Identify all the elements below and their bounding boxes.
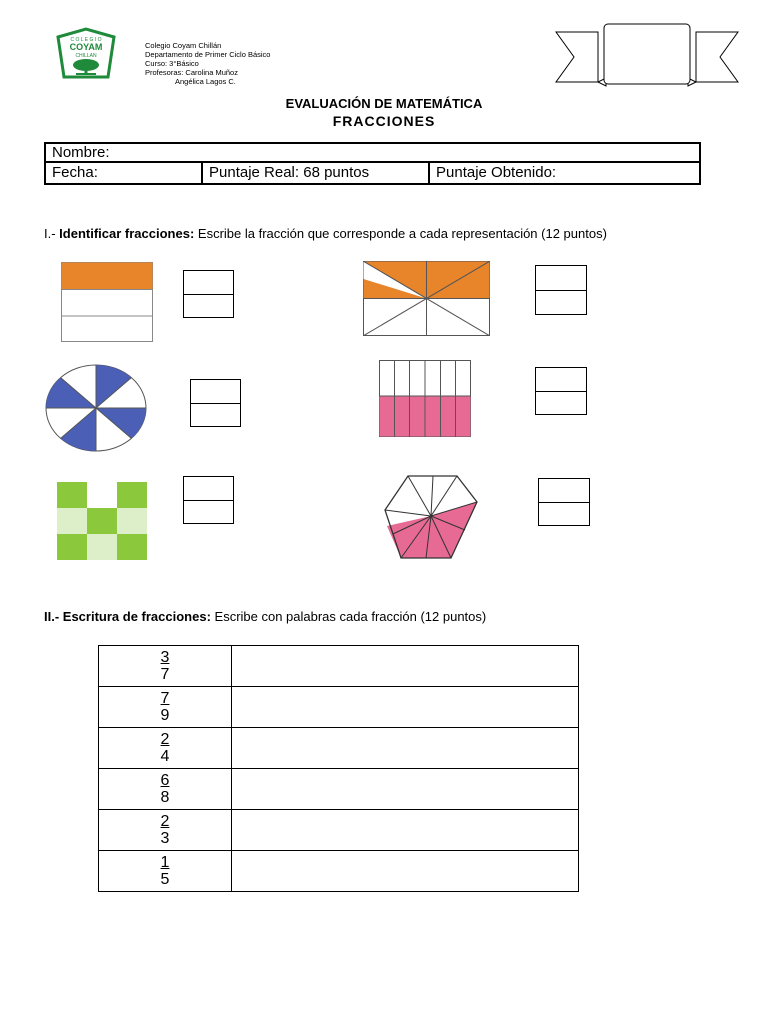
section-1-prefix: I.-: [44, 226, 60, 241]
figure-rectangle-thirds: [61, 262, 153, 342]
fraction-numerator: 7: [160, 690, 170, 707]
figure-grid-columns: [379, 360, 471, 437]
student-info-table: [44, 142, 701, 185]
fraction-denominator: 3: [160, 830, 170, 847]
table-row: [99, 728, 579, 769]
date-label: Fecha:: [46, 163, 203, 183]
school-name: Colegio Coyam Chillán: [145, 41, 222, 50]
answer-cell[interactable]: [232, 769, 579, 810]
score-row: [46, 163, 699, 183]
school-info: [145, 41, 270, 86]
answer-cell[interactable]: [232, 810, 579, 851]
fraction-cell: [99, 851, 232, 892]
answer-box-5[interactable]: [183, 476, 234, 524]
teacher-line-1: Profesoras: Carolina Muñoz: [145, 68, 238, 77]
section-2-title: [44, 609, 486, 624]
answer-box-2[interactable]: [535, 265, 587, 315]
fraction-denominator: 9: [160, 707, 170, 724]
svg-text:COYAM: COYAM: [69, 42, 103, 52]
answer-box-3[interactable]: [190, 379, 241, 427]
name-label: Nombre:: [52, 144, 110, 161]
svg-text:C O L E G I O: C O L E G I O: [70, 37, 102, 43]
svg-text:CHILLAN: CHILLAN: [75, 53, 97, 59]
answer-cell[interactable]: [232, 728, 579, 769]
fraction-numerator: 6: [160, 772, 170, 789]
fraction-numerator: 1: [160, 854, 170, 871]
score-real: Puntaje Real: 68 puntos: [203, 163, 430, 183]
answer-box-6[interactable]: [538, 478, 590, 526]
table-row: [99, 810, 579, 851]
fraction-numerator: 2: [160, 813, 170, 830]
fraction-denominator: 4: [160, 748, 170, 765]
fraction-denominator: 8: [160, 789, 170, 806]
fraction-numerator: 3: [160, 649, 170, 666]
answer-cell[interactable]: [232, 646, 579, 687]
course: Curso: 3°Básico: [145, 59, 199, 68]
fraction-cell: [99, 769, 232, 810]
table-row: [99, 769, 579, 810]
figure-pentagon-sectors: [382, 474, 480, 560]
fraction-cell: [99, 646, 232, 687]
answer-cell[interactable]: [232, 851, 579, 892]
section-2-instruction: Escribe con palabras cada fracción (12 puntos): [210, 609, 487, 624]
fraction-numerator: 2: [160, 731, 170, 748]
ribbon-banner-icon: [554, 22, 740, 92]
section-2-heading: II.- Escritura de fracciones:: [44, 609, 211, 624]
section-1-heading: Identificar fracciones:: [59, 226, 195, 241]
fraction-denominator: 7: [160, 666, 170, 683]
fraction-denominator: 5: [160, 871, 170, 888]
section-1-instruction: Escribe la fracción que corresponde a cada representación (12 puntos): [194, 226, 607, 241]
table-row: [99, 851, 579, 892]
fraction-cell: [99, 810, 232, 851]
exam-title: EVALUACIÓN DE MATEMÁTICA: [285, 96, 483, 111]
table-row: [99, 687, 579, 728]
name-row: [46, 144, 699, 163]
fraction-cell: [99, 687, 232, 728]
answer-cell[interactable]: [232, 687, 579, 728]
figure-circle-sectors: [45, 364, 147, 452]
answer-box-1[interactable]: [183, 270, 234, 318]
teacher-line-2: Angélica Lagos C.: [175, 77, 236, 86]
figure-checker-grid: [57, 482, 147, 560]
answer-box-4[interactable]: [535, 367, 587, 415]
exam-subtitle: FRACCIONES: [332, 113, 436, 129]
score-obtained-label: Puntaje Obtenido:: [436, 164, 557, 181]
table-row: [99, 646, 579, 687]
fractions-table: [98, 645, 579, 892]
school-logo: [52, 27, 120, 83]
figure-rectangle-triangles: [363, 261, 490, 336]
section-1-title: [44, 226, 607, 241]
fraction-cell: [99, 728, 232, 769]
department: Departamento de Primer Ciclo Básico: [145, 50, 271, 59]
